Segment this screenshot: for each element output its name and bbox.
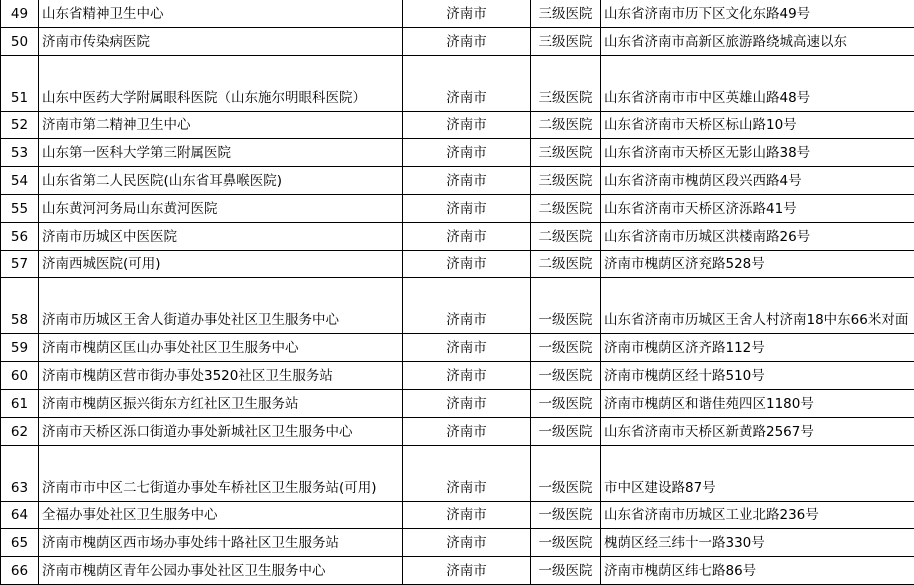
hospital-name: 山东第一医科大学第三附属医院 bbox=[39, 139, 403, 167]
address: 山东省济南市天桥区新黄路2567号 bbox=[601, 417, 914, 445]
city: 济南市 bbox=[403, 250, 531, 278]
hospital-name: 济南市传染病医院 bbox=[39, 27, 403, 55]
row-number: 55 bbox=[1, 194, 39, 222]
hospital-name: 济南市槐荫区营市街办事处3520社区卫生服务站 bbox=[39, 362, 403, 390]
hospital-level: 三级医院 bbox=[531, 55, 601, 111]
address: 山东省济南市历城区工业北路236号 bbox=[601, 501, 914, 529]
table-row bbox=[1, 278, 914, 334]
row-number: 54 bbox=[1, 167, 39, 195]
address: 市中区建设路87号 bbox=[601, 445, 914, 501]
row-number: 66 bbox=[1, 557, 39, 585]
hospital-level: 一级医院 bbox=[531, 445, 601, 501]
table-row bbox=[1, 55, 914, 111]
hospital-name: 济南市天桥区泺口街道办事处新城社区卫生服务中心 bbox=[39, 417, 403, 445]
table-row bbox=[1, 250, 914, 278]
hospital-name: 济南市第二精神卫生中心 bbox=[39, 111, 403, 139]
city: 济南市 bbox=[403, 529, 531, 557]
address: 山东省济南市槐荫区段兴西路4号 bbox=[601, 167, 914, 195]
table-row bbox=[1, 445, 914, 501]
city: 济南市 bbox=[403, 222, 531, 250]
table-row bbox=[1, 557, 914, 585]
table-row bbox=[1, 167, 914, 195]
row-number: 61 bbox=[1, 389, 39, 417]
hospital-level: 一级医院 bbox=[531, 278, 601, 334]
hospital-name: 济南市历城区中医医院 bbox=[39, 222, 403, 250]
hospital-name: 山东省第二人民医院(山东省耳鼻喉医院) bbox=[39, 167, 403, 195]
hospital-level: 二级医院 bbox=[531, 111, 601, 139]
city: 济南市 bbox=[403, 55, 531, 111]
row-number: 56 bbox=[1, 222, 39, 250]
address: 槐荫区经三纬十一路330号 bbox=[601, 529, 914, 557]
table-row bbox=[1, 222, 914, 250]
row-number: 49 bbox=[1, 0, 39, 27]
hospital-level: 一级医院 bbox=[531, 417, 601, 445]
table-body bbox=[1, 0, 914, 584]
hospital-name: 济南市槐荫区振兴街东方红社区卫生服务站 bbox=[39, 389, 403, 417]
row-number: 59 bbox=[1, 334, 39, 362]
city: 济南市 bbox=[403, 27, 531, 55]
address: 济南市槐荫区和谐佳苑四区1180号 bbox=[601, 389, 914, 417]
table-row bbox=[1, 362, 914, 390]
hospital-name: 山东省精神卫生中心 bbox=[39, 0, 403, 27]
row-number: 53 bbox=[1, 139, 39, 167]
hospital-name: 山东中医药大学附属眼科医院（山东施尔明眼科医院） bbox=[39, 55, 403, 111]
hospital-level: 三级医院 bbox=[531, 0, 601, 27]
address: 山东省济南市天桥区无影山路38号 bbox=[601, 139, 914, 167]
table-row bbox=[1, 194, 914, 222]
address: 山东省济南市历下区文化东路49号 bbox=[601, 0, 914, 27]
address: 山东省济南市市中区英雄山路48号 bbox=[601, 55, 914, 111]
city: 济南市 bbox=[403, 167, 531, 195]
hospital-level: 二级医院 bbox=[531, 250, 601, 278]
table-row bbox=[1, 501, 914, 529]
hospital-name: 济南市历城区王舍人街道办事处社区卫生服务中心 bbox=[39, 278, 403, 334]
row-number: 62 bbox=[1, 417, 39, 445]
city: 济南市 bbox=[403, 557, 531, 585]
table-row bbox=[1, 111, 914, 139]
table-row bbox=[1, 334, 914, 362]
hospital-level: 一级医院 bbox=[531, 557, 601, 585]
hospital-level: 一级医院 bbox=[531, 362, 601, 390]
hospital-level: 二级医院 bbox=[531, 222, 601, 250]
row-number: 65 bbox=[1, 529, 39, 557]
address: 山东省济南市天桥区标山路10号 bbox=[601, 111, 914, 139]
hospital-name: 济南市槐荫区青年公园办事处社区卫生服务中心 bbox=[39, 557, 403, 585]
table-row bbox=[1, 27, 914, 55]
hospital-level: 一级医院 bbox=[531, 334, 601, 362]
hospital-name: 山东黄河河务局山东黄河医院 bbox=[39, 194, 403, 222]
table-row bbox=[1, 417, 914, 445]
address: 山东省济南市高新区旅游路绕城高速以东 bbox=[601, 27, 914, 55]
table-row bbox=[1, 529, 914, 557]
row-number: 51 bbox=[1, 55, 39, 111]
hospital-level: 三级医院 bbox=[531, 167, 601, 195]
hospital-level: 一级医院 bbox=[531, 529, 601, 557]
city: 济南市 bbox=[403, 389, 531, 417]
row-number: 52 bbox=[1, 111, 39, 139]
hospital-name: 济南市槐荫区西市场办事处纬十路社区卫生服务站 bbox=[39, 529, 403, 557]
row-number: 58 bbox=[1, 278, 39, 334]
row-number: 57 bbox=[1, 250, 39, 278]
row-number: 60 bbox=[1, 362, 39, 390]
city: 济南市 bbox=[403, 334, 531, 362]
city: 济南市 bbox=[403, 362, 531, 390]
hospital-level: 一级医院 bbox=[531, 389, 601, 417]
hospital-name: 全福办事处社区卫生服务中心 bbox=[39, 501, 403, 529]
table-row bbox=[1, 139, 914, 167]
address: 济南市槐荫区济齐路112号 bbox=[601, 334, 914, 362]
address: 济南市槐荫区济兖路528号 bbox=[601, 250, 914, 278]
city: 济南市 bbox=[403, 194, 531, 222]
city: 济南市 bbox=[403, 111, 531, 139]
hospital-level: 三级医院 bbox=[531, 27, 601, 55]
address: 济南市槐荫区经十路510号 bbox=[601, 362, 914, 390]
hospital-level: 一级医院 bbox=[531, 501, 601, 529]
address: 济南市槐荫区纬七路86号 bbox=[601, 557, 914, 585]
city: 济南市 bbox=[403, 0, 531, 27]
city: 济南市 bbox=[403, 417, 531, 445]
hospital-level: 三级医院 bbox=[531, 139, 601, 167]
hospital-level: 二级医院 bbox=[531, 194, 601, 222]
hospital-name: 济南市槐荫区匡山办事处社区卫生服务中心 bbox=[39, 334, 403, 362]
row-number: 50 bbox=[1, 27, 39, 55]
address: 山东省济南市天桥区济泺路41号 bbox=[601, 194, 914, 222]
hospital-name: 济南西城医院(可用) bbox=[39, 250, 403, 278]
city: 济南市 bbox=[403, 501, 531, 529]
row-number: 64 bbox=[1, 501, 39, 529]
city: 济南市 bbox=[403, 278, 531, 334]
city: 济南市 bbox=[403, 139, 531, 167]
table-row bbox=[1, 389, 914, 417]
address: 山东省济南市历城区洪楼南路26号 bbox=[601, 222, 914, 250]
address: 山东省济南市历城区王舍人村济南18中东66米对面 bbox=[601, 278, 914, 334]
hospital-name: 济南市市中区二七街道办事处车桥社区卫生服务站(可用) bbox=[39, 445, 403, 501]
table-row bbox=[1, 0, 914, 27]
row-number: 63 bbox=[1, 445, 39, 501]
city: 济南市 bbox=[403, 445, 531, 501]
